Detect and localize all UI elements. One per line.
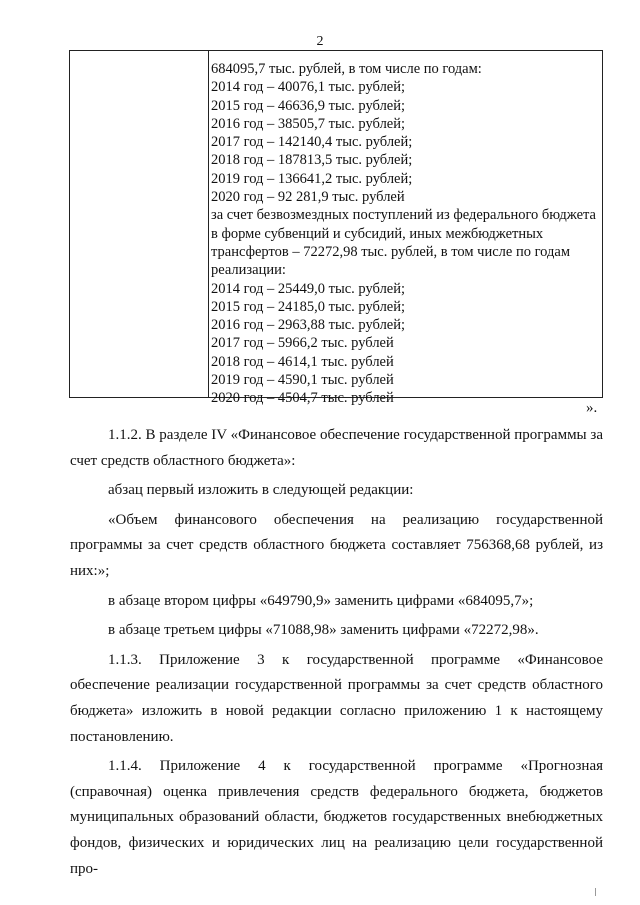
table-line: 2015 год – 46636,9 тыс. рублей; [211, 97, 406, 114]
table-line: 2020 год – 4504,7 тыс. рублей [211, 390, 394, 407]
table-line: за счет безвозмездных поступлений из федерального бюджета в форме субвенций и субсидий, иных межбюджетных трансфертов – 72272,98 тыс. рублей, в том числе по годам реализации: [211, 207, 596, 279]
table-line: 2016 год – 2963,88 тыс. рублей; [211, 317, 406, 334]
table-column-divider [208, 51, 209, 397]
table-line: 2014 год – 40076,1 тыс. рублей; [211, 79, 406, 96]
scan-mark [595, 888, 596, 896]
closing-quote: ». [586, 400, 598, 416]
table-line: 684095,7 тыс. рублей, в том числе по годам: [211, 61, 482, 77]
paragraph-1-1-4: 1.1.4. Приложение 4 к государственной программе «Прогнозная (справочная) оценка привлечения средств федерального бюджета, бюджетов муниципальных образований области, бюджетов государственных внебюджетных фондов, физических и юридических лиц на реализацию цели государственной про- [70, 758, 603, 877]
table-line: 2016 год – 38505,7 тыс. рублей; [211, 115, 406, 132]
budget-table [69, 50, 603, 407]
table-line: 2019 год – 4590,1 тыс. рублей [211, 372, 394, 389]
paragraph-quote: «Объем финансового обеспечения на реализацию государственной программы за счет средств областного бюджета составляет 756368,68 рублей, из них:»; [70, 511, 603, 579]
paragraph-abzac-first: абзац первый изложить в следующей редакции: [108, 482, 414, 499]
table-line: 2018 год – 4614,1 тыс. рублей [211, 353, 394, 370]
paragraph-1-1-3: 1.1.3. Приложение 3 к государственной программе «Финансовое обеспечение реализации государственной программы за счет средств областного бюджета» изложить в новой редакции согласно приложению 1 к настоящему постановлению. [70, 651, 603, 745]
paragraph-abzac-second: в абзаце втором цифры «649790,9» заменить цифрами «684095,7»; [108, 592, 534, 609]
paragraph-abzac-third: в абзаце третьем цифры «71088,98» заменить цифрами «72272,98». [108, 622, 539, 639]
table-line: 2018 год – 187813,5 тыс. рублей; [211, 152, 413, 169]
page-number: 2 [316, 34, 324, 49]
paragraph-1-1-2: 1.1.2. В разделе IV «Финансовое обеспечение государственной программы за счет средств областного бюджета»: [70, 427, 603, 469]
table-cell-funding [211, 60, 596, 408]
table-line: 2017 год – 142140,4 тыс. рублей; [211, 134, 413, 151]
table-line: 2019 год – 136641,2 тыс. рублей; [211, 170, 413, 187]
table-line: 2020 год – 92 281,9 тыс. рублей [211, 189, 405, 206]
table-line: 2014 год – 25449,0 тыс. рублей; [211, 280, 406, 297]
body-text [70, 423, 603, 886]
table-line: 2015 год – 24185,0 тыс. рублей; [211, 298, 406, 315]
table-line: 2017 год – 5966,2 тыс. рублей [211, 335, 394, 352]
